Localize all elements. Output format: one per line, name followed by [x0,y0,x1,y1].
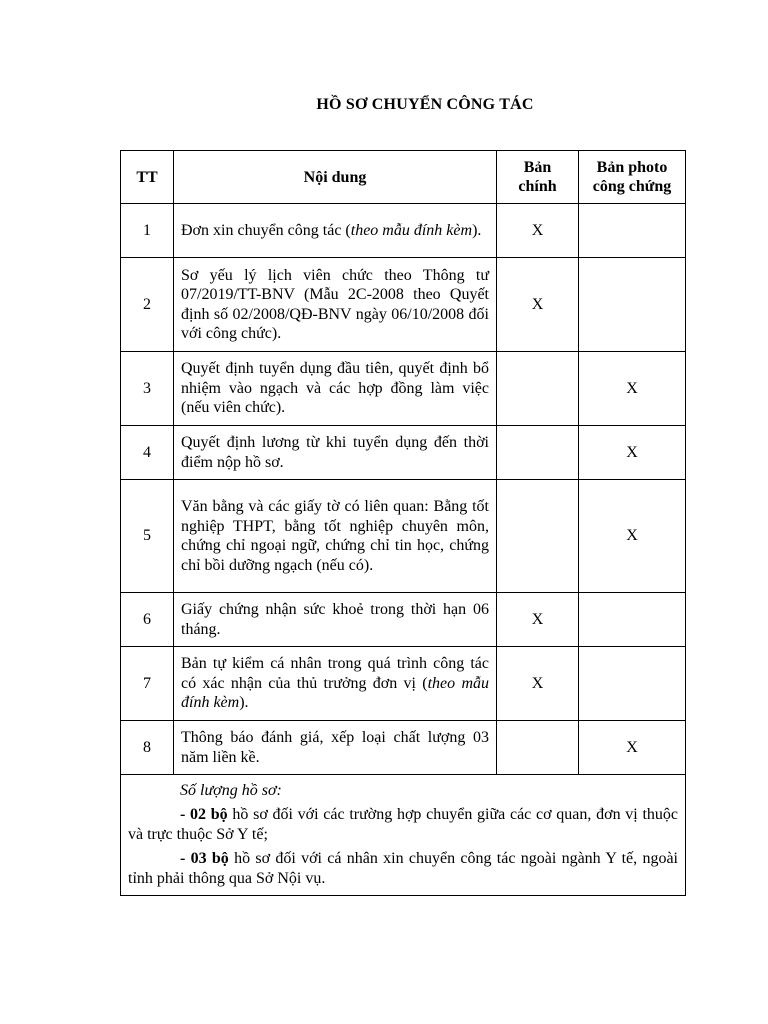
original-mark: X [497,593,579,647]
content-text: ). [472,221,482,239]
table-row [121,593,686,647]
document-title: HỒ SƠ CHUYỂN CÔNG TÁC [316,96,534,113]
row-content [174,204,497,258]
row-content [174,647,497,721]
content-text: Bản tự kiểm cá nhân trong quá trình công tác có xác nhận của thủ trưởng đơn vị ( [181,655,489,692]
original-mark: X [497,258,579,352]
content-italic: theo mẫu đính kèm [181,674,489,712]
quantity-label: Số lượng hồ sơ: [180,782,282,799]
notarized-mark [579,593,686,647]
row-number: 5 [121,480,174,593]
dossier-table [120,150,686,896]
table-row [121,204,686,258]
table-header-row [121,151,686,204]
row-number: 8 [121,721,174,775]
table-row [121,426,686,480]
notarized-mark [579,647,686,721]
table-row [121,647,686,721]
row-content: Giấy chứng nhận sức khoẻ trong thời hạn 06 tháng. [174,593,497,647]
row-content: Văn bằng và các giấy tờ có liên quan: Bằng tốt nghiệp THPT, bằng tốt nghiệp chuyên môn, chứng chỉ ngoại ngữ, chứng chỉ tin học, chứng chỉ bồi dưỡng ngạch (nếu có). [174,480,497,593]
row-content: Quyết định tuyển dụng đầu tiên, quyết định bổ nhiệm vào ngạch và các hợp đồng làm việc (nếu viên chức). [174,352,497,426]
quantity-three-sets-text: hồ sơ đối với cá nhân xin chuyển công tác ngoài ngành Y tế, ngoài tỉnh phải thông qua Sở Nội vụ. [128,850,678,887]
table-row [121,480,686,593]
row-number: 7 [121,647,174,721]
row-number: 2 [121,258,174,352]
header-content: Nội dung [174,151,497,204]
original-mark [497,721,579,775]
row-number: 3 [121,352,174,426]
row-content: Thông báo đánh giá, xếp loại chất lượng 03 năm liền kề. [174,721,497,775]
dossier-quantity-note [121,775,686,896]
row-content: Quyết định lương từ khi tuyển dụng đến thời điểm nộp hồ sơ. [174,426,497,480]
original-mark [497,480,579,593]
footer-row [121,775,686,896]
header-notarized: Bản photo công chứng [579,151,686,204]
quantity-two-sets-text: hồ sơ đối với các trường hợp chuyển giữa các cơ quan, đơn vị thuộc và trực thuộc Sở Y tế; [128,806,678,843]
notarized-mark: X [579,480,686,593]
notarized-mark [579,258,686,352]
header-original: Bản chính [497,151,579,204]
content-italic: theo mẫu đính kèm [350,221,473,239]
row-number: 1 [121,204,174,258]
original-mark [497,352,579,426]
row-number: 4 [121,426,174,480]
original-mark: X [497,647,579,721]
notarized-mark: X [579,721,686,775]
notarized-mark: X [579,426,686,480]
original-mark [497,426,579,480]
original-mark: X [497,204,579,258]
table-row [121,258,686,352]
content-text: ). [239,694,249,712]
notarized-mark: X [579,352,686,426]
row-number: 6 [121,593,174,647]
table-row [121,721,686,775]
quantity-two-sets: - 02 bộ [180,806,228,823]
content-text: Đơn xin chuyển công tác ( [181,221,351,239]
table-row [121,352,686,426]
header-tt: TT [121,151,174,204]
quantity-three-sets: - 03 bộ [180,850,229,867]
row-content: Sơ yếu lý lịch viên chức theo Thông tư 07/2019/TT-BNV (Mẫu 2C-2008 theo Quyết định số 02/2008/QĐ-BNV ngày 06/10/2008 đối với công chức). [174,258,497,352]
notarized-mark [579,204,686,258]
